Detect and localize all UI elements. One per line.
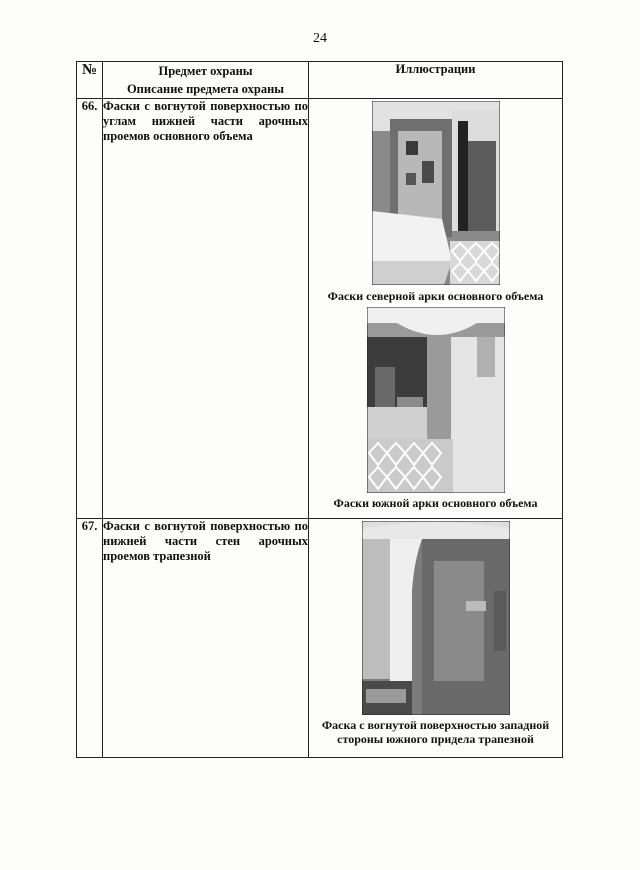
heritage-table [76, 61, 563, 758]
header-subject-title: Предмет охраны [158, 64, 253, 78]
header-number: № [77, 62, 103, 99]
photo-south-arch [367, 307, 505, 493]
row-description: Фаски с вогнутой поверхностью по углам нижней части арочных проемов основного объема [103, 99, 309, 519]
photo-caption: Фаска с вогнутой поверхностью западной стороны южного придела трапезной [321, 718, 550, 746]
photo-refectory-chamfer [362, 521, 510, 715]
table-row [77, 99, 563, 519]
header-illustrations: Иллюстрации [309, 62, 563, 99]
header-subject-description: Описание предмета охраны [126, 82, 285, 96]
page-number: 24 [313, 31, 327, 46]
photo-caption: Фаски северной арки основного объема [327, 289, 544, 303]
photo-north-arch [372, 101, 500, 285]
header-subject [103, 62, 309, 99]
row-description: Фаски с вогнутой поверхностью по нижней части стен арочных проемов трапезной [103, 519, 309, 758]
row-illustrations [309, 99, 563, 519]
row-number: 67. [77, 519, 103, 758]
row-illustrations [309, 519, 563, 758]
table-row [77, 519, 563, 758]
row-number: 66. [77, 99, 103, 519]
table-header-row [77, 62, 563, 99]
photo-caption: Фаски южной арки основного объема [333, 496, 538, 510]
